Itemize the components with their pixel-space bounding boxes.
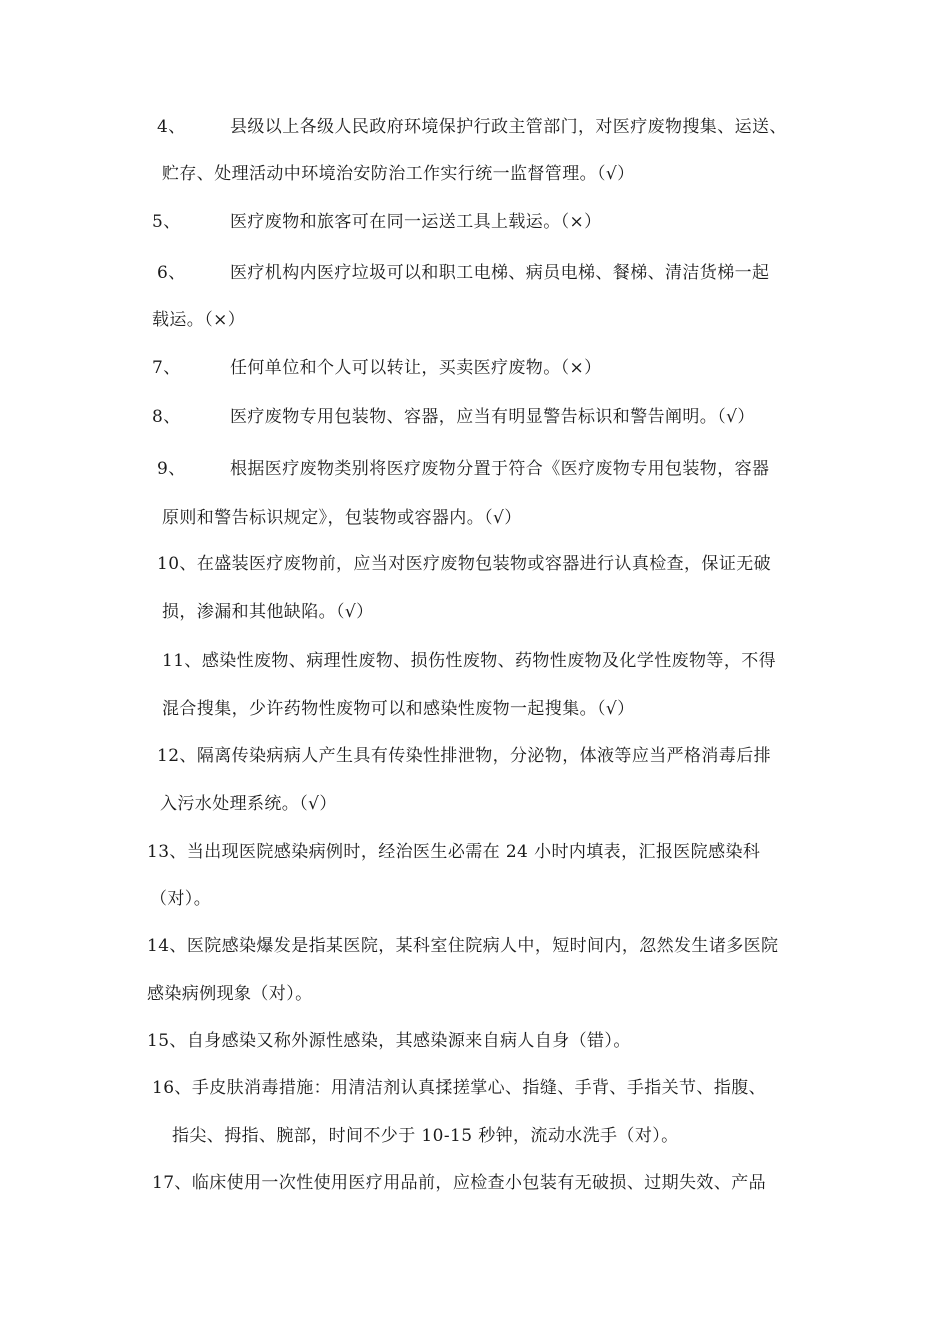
item-13-text: 13、当出现医院感染病例时，经治医生必需在 24 小时内填表，汇报医院感染科 <box>147 842 761 862</box>
item-16-continuation: 指尖、拇指、腕部，时间不少于 10-15 秒钟，流动水洗手（对）。 <box>172 1126 679 1146</box>
item-7-number: 7、 <box>152 358 181 378</box>
item-13-continuation: （对）。 <box>150 889 212 909</box>
item-17-text: 17、临床使用一次性使用医疗用品前，应检查小包装有无破损、过期失效、产品 <box>152 1173 767 1193</box>
item-9-number: 9、 <box>157 459 186 479</box>
item-5-number: 5、 <box>152 212 181 232</box>
item-10-continuation: 损，渗漏和其他缺陷。（√） <box>162 602 374 622</box>
item-11-text: 11、感染性废物、病理性废物、损伤性废物、药物性废物及化学性废物等，不得 <box>162 651 777 671</box>
item-8-number: 8、 <box>152 407 181 427</box>
item-6-number: 6、 <box>157 263 186 283</box>
item-4-number: 4、 <box>157 117 186 137</box>
item-14-continuation: 感染病例现象（对）。 <box>147 984 313 1004</box>
item-12-continuation: 入污水处理系统。（√） <box>160 794 337 814</box>
item-16-text: 16、手皮肤消毒措施：用清洁剂认真揉搓掌心、指缝、手背、手指关节、指腹、 <box>152 1078 767 1098</box>
item-9-text: 根据医疗废物类别将医疗废物分置于符合《医疗废物专用包装物，容器 <box>230 459 770 479</box>
item-14-text: 14、医院感染爆发是指某医院，某科室住院病人中，短时间内，忽然发生诸多医院 <box>147 936 779 956</box>
item-15-text: 15、自身感染又称外源性感染，其感染源来自病人自身（错）。 <box>147 1031 631 1051</box>
item-11-continuation: 混合搜集，少许药物性废物可以和感染性废物一起搜集。（√） <box>162 699 635 719</box>
item-4-text: 县级以上各级人民政府环境保护行政主管部门，对医疗废物搜集、运送、 <box>230 117 787 137</box>
item-6-continuation: 载运。（×） <box>152 310 246 330</box>
item-6-text: 医疗机构内医疗垃圾可以和职工电梯、病员电梯、餐梯、清洁货梯一起 <box>230 263 770 283</box>
item-7-text: 任何单位和个人可以转让，买卖医疗废物。（×） <box>230 358 602 378</box>
item-4-continuation: 贮存、处理活动中环境治安防治工作实行统一监督管理。（√） <box>162 164 635 184</box>
item-5-text: 医疗废物和旅客可在同一运送工具上载运。（×） <box>230 212 602 232</box>
item-10-text: 10、在盛装医疗废物前，应当对医疗废物包装物或容器进行认真检查，保证无破 <box>157 554 772 574</box>
item-8-text: 医疗废物专用包装物、容器，应当有明显警告标识和警告阐明。（√） <box>230 407 755 427</box>
item-9-continuation: 原则和警告标识规定》，包装物或容器内。（√） <box>162 508 522 528</box>
item-12-text: 12、隔离传染病病人产生具有传染性排泄物，分泌物，体液等应当严格消毒后排 <box>157 746 772 766</box>
